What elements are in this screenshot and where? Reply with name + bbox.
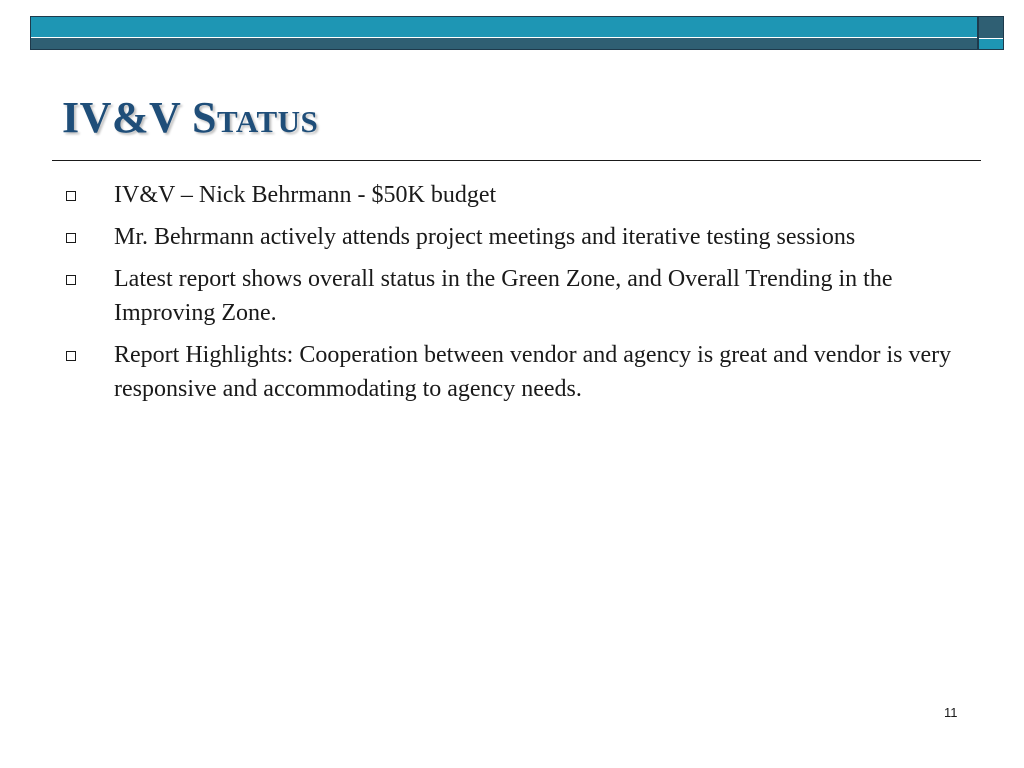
header-band <box>30 16 978 50</box>
bullet-list <box>62 178 952 414</box>
corner-block-dark <box>979 17 1003 38</box>
bullet-text: Mr. Behrmann actively attends project meetings and iterative testing sessions <box>114 224 856 250</box>
bullet-item <box>62 178 952 212</box>
page-number: 11 <box>944 705 958 720</box>
bullet-item <box>62 220 952 254</box>
hollow-square-bullet-icon <box>66 275 76 285</box>
bullet-text: Latest report shows overall status in the Green Zone, and Overall Trending in the Improving Zone. <box>114 266 893 326</box>
corner-block-light <box>979 39 1003 49</box>
hollow-square-bullet-icon <box>66 191 76 201</box>
title-divider <box>52 160 981 161</box>
bullet-item <box>62 338 952 406</box>
bullet-text: Report Highlights: Cooperation between vendor and agency is great and vendor is very responsive and accommodating to agency needs. <box>114 342 952 402</box>
bullet-text: IV&V – Nick Behrmann - $50K budget <box>114 182 497 208</box>
hollow-square-bullet-icon <box>66 233 76 243</box>
header-corner-block <box>978 16 1004 50</box>
slide-title: IV&V Status <box>62 93 319 142</box>
hollow-square-bullet-icon <box>66 351 76 361</box>
header-band-dark-stripe <box>31 38 977 49</box>
bullet-item <box>62 262 952 330</box>
header-band-light-stripe <box>31 17 977 37</box>
